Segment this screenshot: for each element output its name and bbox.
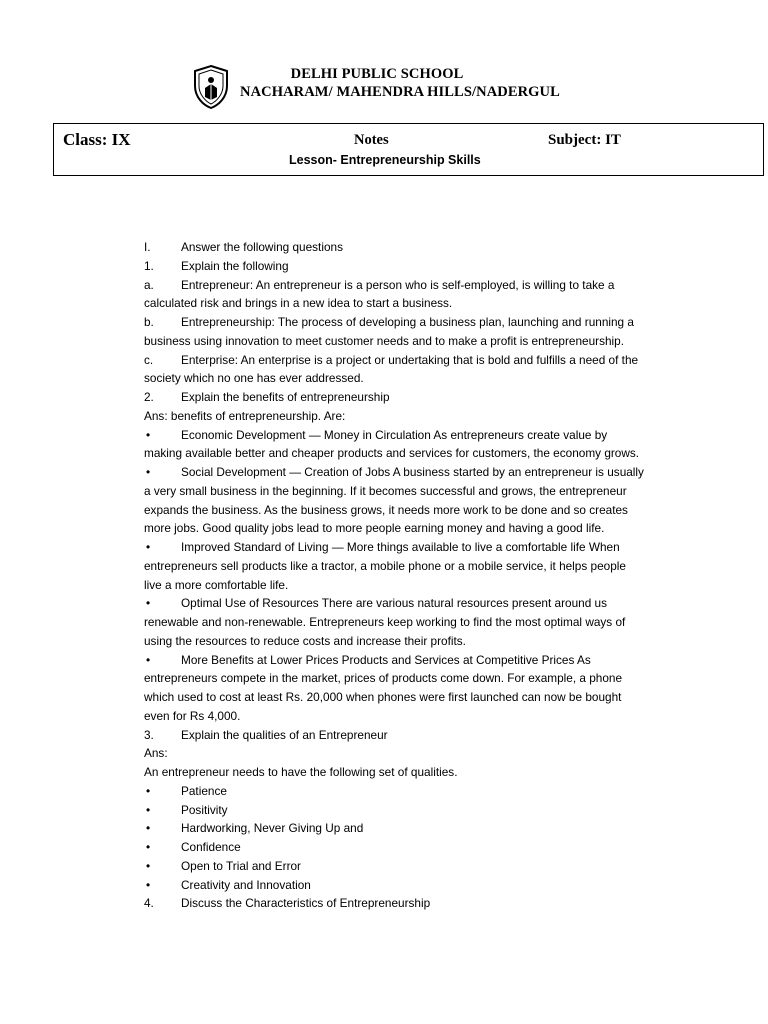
text-line — [144, 501, 684, 520]
list-marker: I. — [144, 240, 151, 254]
line-text: Explain the benefits of entrepreneurship — [181, 390, 390, 404]
text-line — [144, 276, 684, 295]
notes-content — [144, 238, 684, 913]
line-text: live a more comfortable life. — [144, 577, 289, 592]
text-line — [144, 257, 684, 276]
line-text: Confidence — [181, 840, 241, 854]
text-line — [144, 688, 684, 707]
line-text: Explain the following — [181, 258, 289, 273]
line-text: Positivity — [181, 802, 228, 817]
text-line — [144, 294, 684, 313]
text-line — [144, 763, 684, 782]
text-line — [144, 426, 684, 445]
text-line — [144, 726, 684, 745]
text-line — [144, 838, 684, 857]
bullet-marker: • — [146, 783, 151, 798]
line-text: Ans: benefits of entrepreneurship. Are: — [144, 408, 346, 423]
text-line — [144, 651, 684, 670]
text-line — [144, 632, 684, 651]
line-text: business using innovation to meet customer needs and to make a profit is entrepreneurship. — [144, 333, 625, 348]
line-text: Entrepreneur: An entrepreneur is a person who is self-employed, is willing to take a — [181, 277, 615, 292]
text-line — [144, 819, 684, 838]
school-name: DELHI PUBLIC SCHOOL — [290, 66, 464, 82]
bullet-marker: • — [146, 858, 151, 873]
line-text: Improved Standard of Living — More things available to live a comfortable life When — [181, 540, 620, 554]
text-line — [144, 876, 684, 895]
line-text: which used to cost at least Rs. 20,000 when phones were first launched can now be bought — [144, 690, 622, 704]
line-text: calculated risk and brings in a new idea to start a business. — [144, 296, 453, 311]
text-line — [144, 669, 684, 688]
text-line — [144, 857, 684, 876]
text-line — [144, 463, 684, 482]
line-text: more jobs. Good quality jobs lead to more people earning money and having a good life. — [144, 521, 605, 536]
line-text: Enterprise: An enterprise is a project or undertaking that is bold and fulfills a need of the — [181, 352, 639, 367]
text-line — [144, 894, 684, 913]
text-line — [144, 444, 684, 463]
list-marker: b. — [144, 315, 154, 329]
text-line — [144, 519, 684, 538]
line-text: even for Rs 4,000. — [144, 708, 241, 723]
text-line — [144, 388, 684, 407]
lesson-label: Lesson- Entrepreneurship Skills — [289, 153, 481, 167]
bullet-marker: • — [146, 465, 151, 479]
bullet-marker: • — [146, 802, 151, 817]
text-line — [144, 613, 684, 632]
text-line — [144, 313, 684, 332]
class-label: Class: IX — [63, 130, 131, 149]
line-text: renewable and non-renewable. Entrepreneurs keep working to find the most optimal ways of — [144, 615, 626, 629]
text-line — [144, 801, 684, 820]
text-line — [144, 538, 684, 557]
line-text: entrepreneurs compete in the market, prices of products come down. For example, a phone — [144, 671, 623, 686]
text-line — [144, 482, 684, 501]
text-line — [144, 369, 684, 388]
line-text: Patience — [181, 783, 227, 798]
line-text: Open to Trial and Error — [181, 858, 301, 873]
line-text: expands the business. As the business grows, it needs more work to be done and so creates — [144, 502, 628, 517]
text-line — [144, 744, 684, 763]
bullet-marker: • — [146, 821, 151, 836]
bullet-marker: • — [146, 596, 151, 611]
bullet-marker: • — [146, 427, 151, 442]
bullet-marker: • — [146, 877, 151, 892]
line-text: Economic Development — Money in Circulation As entrepreneurs create value by — [181, 427, 608, 442]
line-text: An entrepreneur needs to have the following set of qualities. — [144, 765, 458, 779]
notes-label: Notes — [354, 132, 389, 148]
bullet-marker: • — [146, 840, 151, 854]
text-line — [144, 594, 684, 613]
line-text: Entrepreneurship: The process of developing a business plan, launching and running a — [181, 315, 634, 329]
bullet-marker: • — [146, 540, 151, 554]
school-crest-icon — [191, 64, 231, 110]
line-text: Social Development — Creation of Jobs A business started by an entrepreneur is usually — [181, 465, 644, 479]
text-line — [144, 238, 684, 257]
list-marker: 2. — [144, 390, 154, 404]
list-marker: c. — [144, 352, 154, 367]
list-marker: 4. — [144, 896, 154, 911]
subject-label: Subject: IT — [548, 132, 621, 148]
text-line — [144, 351, 684, 370]
list-marker: 1. — [144, 258, 154, 273]
bullet-marker: • — [146, 652, 151, 667]
list-marker: 3. — [144, 727, 154, 742]
line-text: Ans: — [144, 746, 168, 761]
line-text: entrepreneurs sell products like a tractor, a mobile phone or a mobile service, it helps people — [144, 558, 626, 573]
text-line — [144, 707, 684, 726]
text-line — [144, 407, 684, 426]
text-line — [144, 557, 684, 576]
line-text: Discuss the Characteristics of Entrepreneurship — [181, 896, 431, 911]
line-text: Hardworking, Never Giving Up and — [181, 821, 364, 836]
line-text: Answer the following questions — [181, 240, 343, 254]
line-text: Creativity and Innovation — [181, 877, 311, 892]
school-branch: NACHARAM/ MAHENDRA HILLS/NADERGUL — [240, 84, 560, 100]
line-text: society which no one has ever addressed. — [144, 371, 364, 386]
line-text: a very small business in the beginning. If it becomes successful and grows, the entrepreneur — [144, 483, 627, 498]
line-text: using the resources to reduce costs and increase their profits. — [144, 633, 466, 648]
line-text: Optimal Use of Resources There are various natural resources present around us — [181, 596, 607, 611]
line-text: More Benefits at Lower Prices Products and Services at Competitive Prices As — [181, 652, 591, 667]
text-line — [144, 782, 684, 801]
list-marker: a. — [144, 277, 154, 292]
line-text: making available better and cheaper products and services for customers, the economy grows. — [144, 446, 640, 461]
line-text: Explain the qualities of an Entrepreneur — [181, 727, 388, 742]
text-line — [144, 576, 684, 595]
class-info-box — [53, 123, 764, 176]
text-line — [144, 332, 684, 351]
